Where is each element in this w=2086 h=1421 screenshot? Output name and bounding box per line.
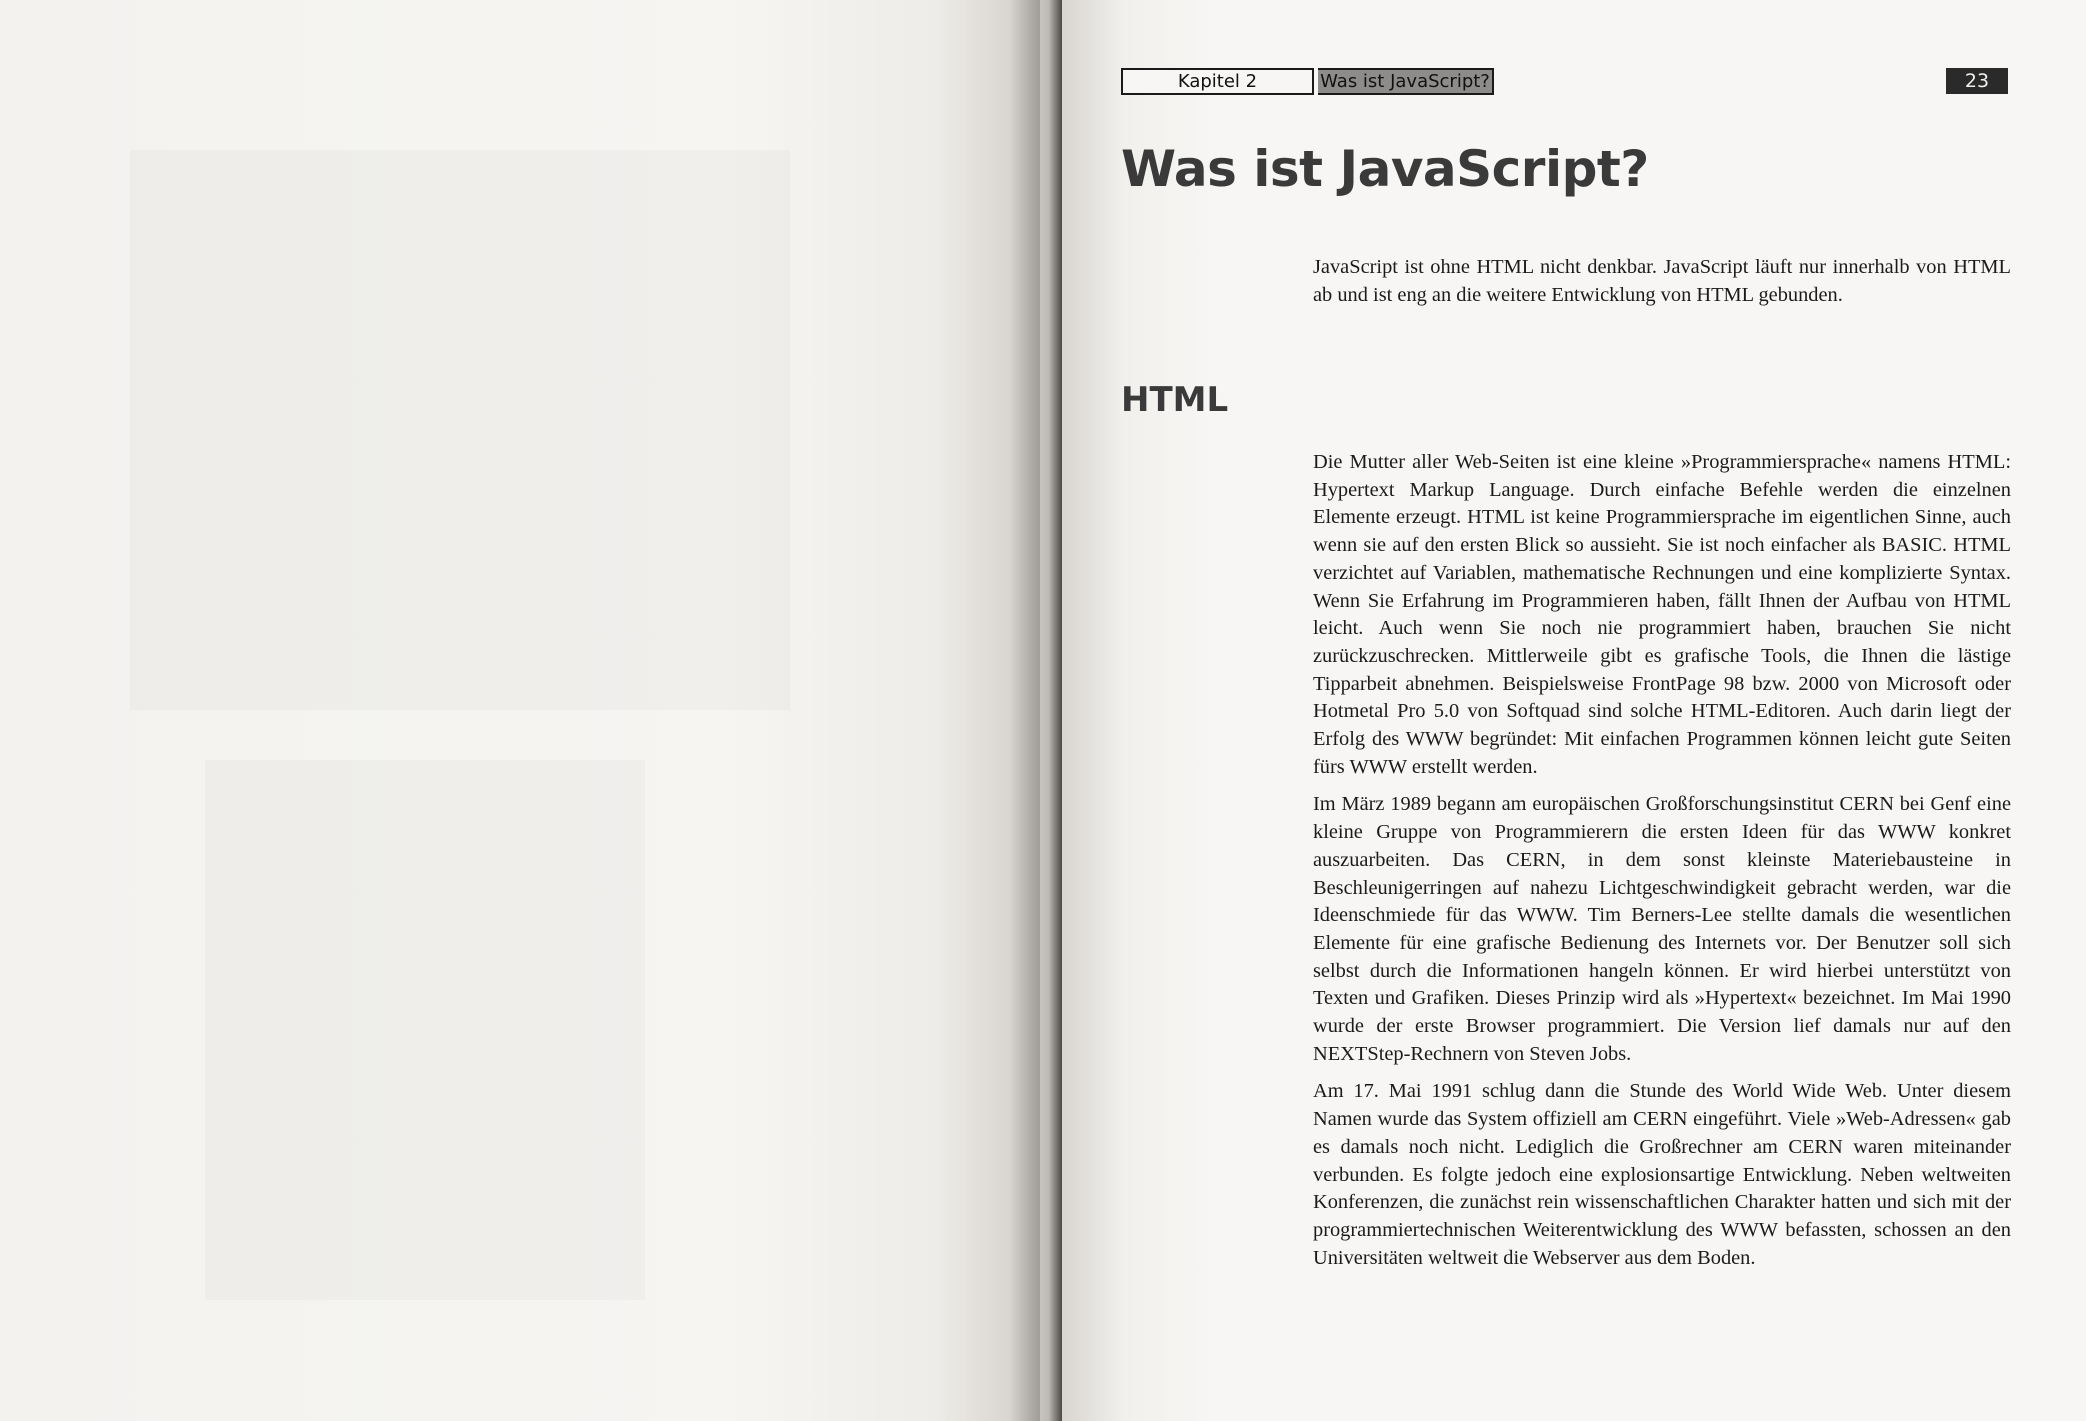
- page-number: 23: [1946, 68, 2008, 94]
- section-body: [1313, 449, 2011, 1282]
- show-through-block: [130, 150, 790, 710]
- intro-paragraph: JavaScript ist ohne HTML nicht denkbar. JavaScript läuft nur innerhalb von HTML ab und ist eng an die weitere Entwicklung von HTML gebunden.: [1313, 256, 2011, 306]
- show-through-block: [205, 760, 645, 1300]
- running-header: [1121, 68, 1494, 95]
- chapter-title: Was ist JavaScript?: [1121, 140, 1649, 198]
- paragraph: Am 17. Mai 1991 schlug dann die Stunde des World Wide Web. Unter diesem Namen wurde das System offiziell am CERN eingeführt. Viele »Web-Adressen« gab es damals noch nicht. Lediglich die Großrechner am CERN waren miteinander verbunden. Es folgte jedoch eine explosionsartige Entwicklung. Neben weltweiten Konferenzen, die zunächst rein wissenschaftlichen Charakter hatten und sich mit der programmiertechnischen Weiterentwicklung des WWW befassten, schossen an den Universitäten weltweit die Webserver aus dem Boden.: [1313, 1080, 2011, 1269]
- section-label: Was ist JavaScript?: [1318, 68, 1494, 95]
- paragraph: Die Mutter aller Web-Seiten ist eine kleine »Programmiersprache« namens HTML: Hypertext Markup Language. Durch einfache Befehle werden die einzelnen Elemente erzeugt. HTML ist keine Programmiersprache im eigentlichen Sinne, auch wenn sie auf den ersten Blick so aussieht. Sie ist noch einfacher als BASIC. HTML verzichtet auf Variablen, mathematische Rechnungen und eine komplizierte Syntax. Wenn Sie Erfahrung im Programmieren haben, fällt Ihnen der Aufbau von HTML leicht. Auch wenn Sie noch nie programmiert haben, brauchen Sie nicht zurückzuschrecken. Mittlerweile gibt es grafische Tools, die Ihnen die lästige Tipparbeit abnehmen. Beispielsweise FrontPage 98 bzw. 2000 von Microsoft oder Hotmetal Pro 5.0 von Softquad sind solche HTML-Editoren. Auch darin liegt der Erfolg des WWW begründet: Mit einfachen Programmen können leicht gute Seiten fürs WWW erstellt werden.: [1313, 451, 2011, 778]
- chapter-label: Kapitel 2: [1121, 68, 1314, 95]
- section-title: HTML: [1121, 380, 1229, 420]
- intro-text: [1313, 254, 2011, 319]
- left-page-blank: [0, 0, 1040, 1421]
- paragraph: Im März 1989 begann am europäischen Großforschungsinstitut CERN bei Genf eine kleine Gruppe von Programmierern die ersten Ideen für das WWW konkret auszuarbeiten. Das CERN, in dem sonst kleinste Materiebausteine in Beschleunigerringen auf nahezu Lichtgeschwindigkeit gebracht werden, war die Ideenschmiede für das WWW. Tim Berners-Lee stellte damals die wesentlichen Elemente für eine grafische Bedienung des Internets vor. Der Benutzer soll sich selbst durch die Informationen hangeln können. Er wird hierbei unterstützt von Texten und Grafiken. Dieses Prinzip wird als »Hypertext« bezeichnet. Im Mai 1990 wurde der erste Browser programmiert. Die Version lief damals nur auf den NEXTStep-Rechnern von Steven Jobs.: [1313, 793, 2011, 1065]
